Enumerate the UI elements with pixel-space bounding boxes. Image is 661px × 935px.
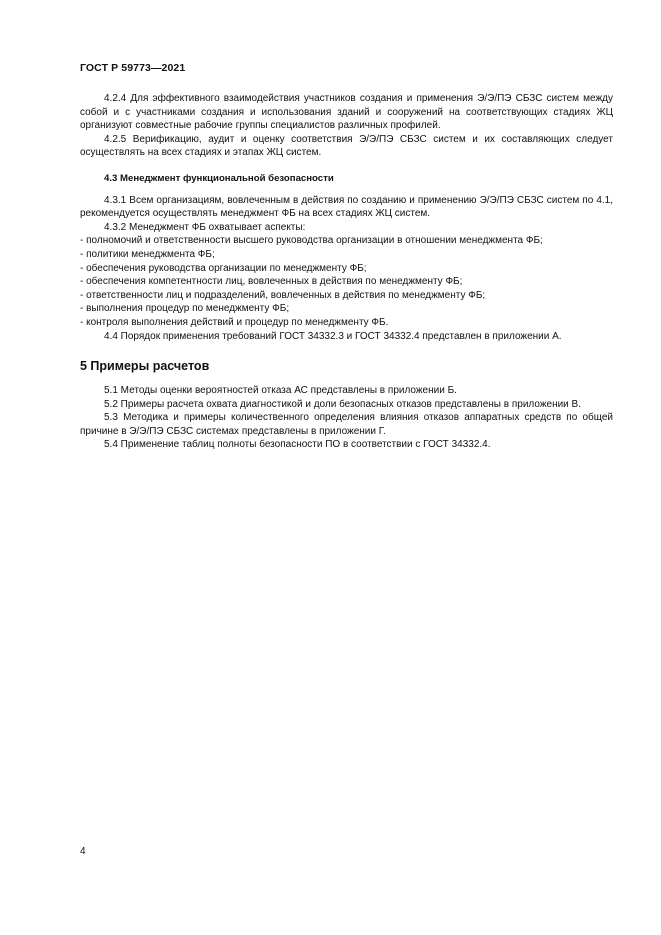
list-item: - контроля выполнения действий и процедур по менеджменту ФБ. [80,316,389,328]
paragraph-4-4: 4.4 Порядок применения требований ГОСТ 34332.3 и ГОСТ 34332.4 представлен в приложении А. [104,330,562,342]
subsection-title-4-3: 4.3 Менеджмент функциональной безопасности [104,172,334,184]
list-item: - обеспечения компетентности лиц, вовлеченных в действия по менеджменту ФБ; [80,276,463,288]
list-item: - ответственности лиц и подразделений, вовлеченных в действия по менеджменту ФБ; [80,289,486,301]
paragraph-5-2: 5.2 Примеры расчета охвата диагностикой и доли безопасных отказов представлены в приложении В. [104,398,581,410]
list-item: - обеспечения руководства организации по менеджменту ФБ; [80,262,367,274]
section-title-5: 5 Примеры расчетов [80,359,210,374]
list-item: - выполнения процедур по менеджменту ФБ; [80,303,290,315]
paragraph-4-2-4: 4.2.4 Для эффективного взаимодействия участников создания и применения Э/Э/ПЭ СБЗС систем между собой и с участниками создания и использования зданий и сооружений на соответствующих стадиях ЖЦ организуют совместные рабочие группы специалистов различных профилей. [80,93,613,132]
document-body [80,92,613,452]
paragraph-4-3-1: 4.3.1 Всем организациям, вовлеченным в действия по созданию и применению Э/Э/ПЭ СБЗС систем по 4.1, рекомендуется осуществлять менеджмент ФБ на всех стадиях ЖЦ систем. [80,194,613,220]
paragraph-5-4: 5.4 Применение таблиц полноты безопасности ПО в соответствии с ГОСТ 34332.4. [104,439,491,451]
list-item: - полномочий и ответственности высшего руководства организации в отношении менеджмента ФБ; [80,235,543,247]
paragraph-5-3: 5.3 Методика и примеры количественного определения влияния отказов аппаратных средств по общей причине в Э/Э/ПЭ СБЗС системах представлены в приложении Г. [80,412,613,437]
paragraph-4-3-2: 4.3.2 Менеджмент ФБ охватывает аспекты: [104,221,306,233]
paragraph-4-2-5: 4.2.5 Верификацию, аудит и оценку соответствия Э/Э/ПЭ СБЗС систем и их составляющих следует осуществлять на всех стадиях и этапах ЖЦ систем. [80,133,613,159]
page-number: 4 [80,846,86,857]
list-item: - политики менеджмента ФБ; [80,248,215,260]
page-header-standard-id: ГОСТ Р 59773—2021 [80,62,186,74]
paragraph-5-1: 5.1 Методы оценки вероятностей отказа АС представлены в приложении Б. [104,385,457,397]
aspects-list [80,234,613,329]
